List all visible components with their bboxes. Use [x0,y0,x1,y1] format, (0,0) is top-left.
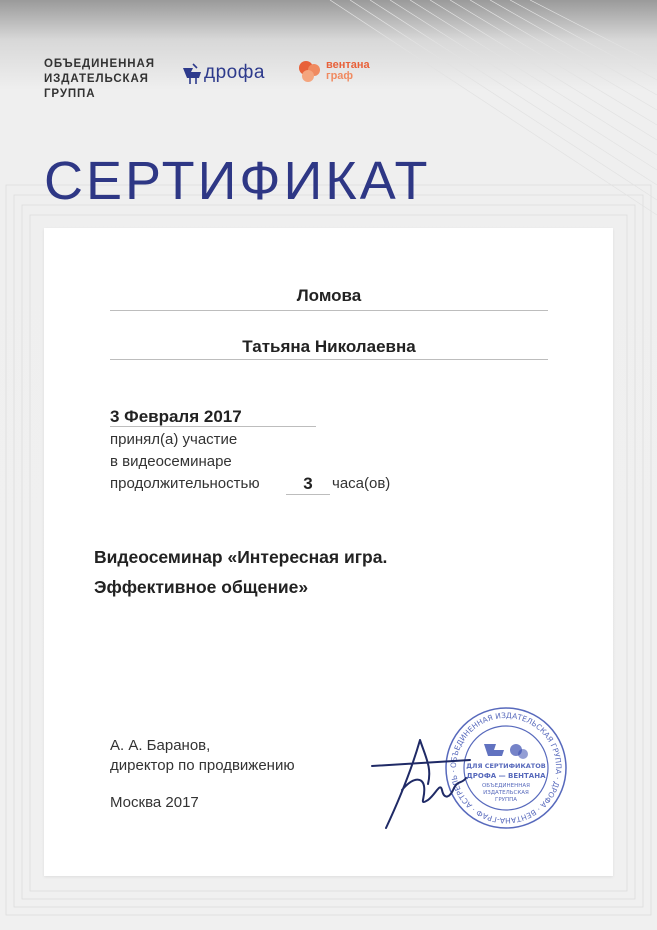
ventana-flower-icon [297,59,323,85]
stamp-center-line-1: ДРОФА — ВЕНТАНА [466,772,546,780]
last-name-rule [110,310,548,311]
event-date: 3 Февраля 2017 [110,407,242,426]
seminar-title-line-2: Эффективное общение» [94,577,309,597]
signatory-name: А. А. Баранов, [110,737,211,754]
seminar-title-line-1: Видеосеминар «Интересная игра. [94,547,388,567]
hours-suffix: часа(ов) [332,475,391,492]
stamp-center-line-2: ОБЪЕДИНЕННАЯ [481,783,531,789]
recipient-first-middle-name: Татьяна Николаевна [242,337,416,356]
recipient-last-name: Ломова [296,286,362,305]
date-rule [110,426,316,427]
handwritten-signature [362,728,482,838]
first-name-rule [110,359,548,360]
group-line-2: ИЗДАТЕЛЬСКАЯ [44,73,149,85]
duration-line: продолжительностью [110,475,260,492]
stamp-center-line-3: ИЗДАТЕЛЬСКАЯ [483,790,529,796]
seminar-title [94,542,387,602]
drofa-brand: дрофа [204,62,265,83]
certificate-title: СЕРТИФИКАТ [44,151,431,211]
participation-line: принял(а) участие [110,431,238,448]
signatory [110,736,295,776]
stamp-ring-text: ОБЪЕДИНЕННАЯ ИЗДАТЕЛЬСКАЯ ГРУППА · ДРОФА · ВЕНТАНА-ГРАФ · АСТРЕЛЬ · [448,710,564,826]
group-line-3: ГРУППА [44,88,96,100]
ventana-line-2: граф [326,70,354,82]
ventana-line-1: вентана [326,59,370,71]
hours-value: 3 [303,474,313,493]
city-year: Москва 2017 [110,794,199,811]
webinar-line: в видеосеминаре [110,453,232,470]
group-line-1: ОБЪЕДИНЕННАЯ [44,58,155,70]
publisher-header [44,57,404,107]
certificate-card [44,228,613,876]
signatory-position: директор по продвижению [110,757,295,774]
publisher-group-name [44,57,155,102]
hours-rule [286,494,330,495]
stamp-center-line-4: ГРУППА [494,797,518,803]
stamp-label: ДЛЯ СЕРТИФИКАТОВ [466,762,546,770]
ventana-brand [326,60,370,82]
